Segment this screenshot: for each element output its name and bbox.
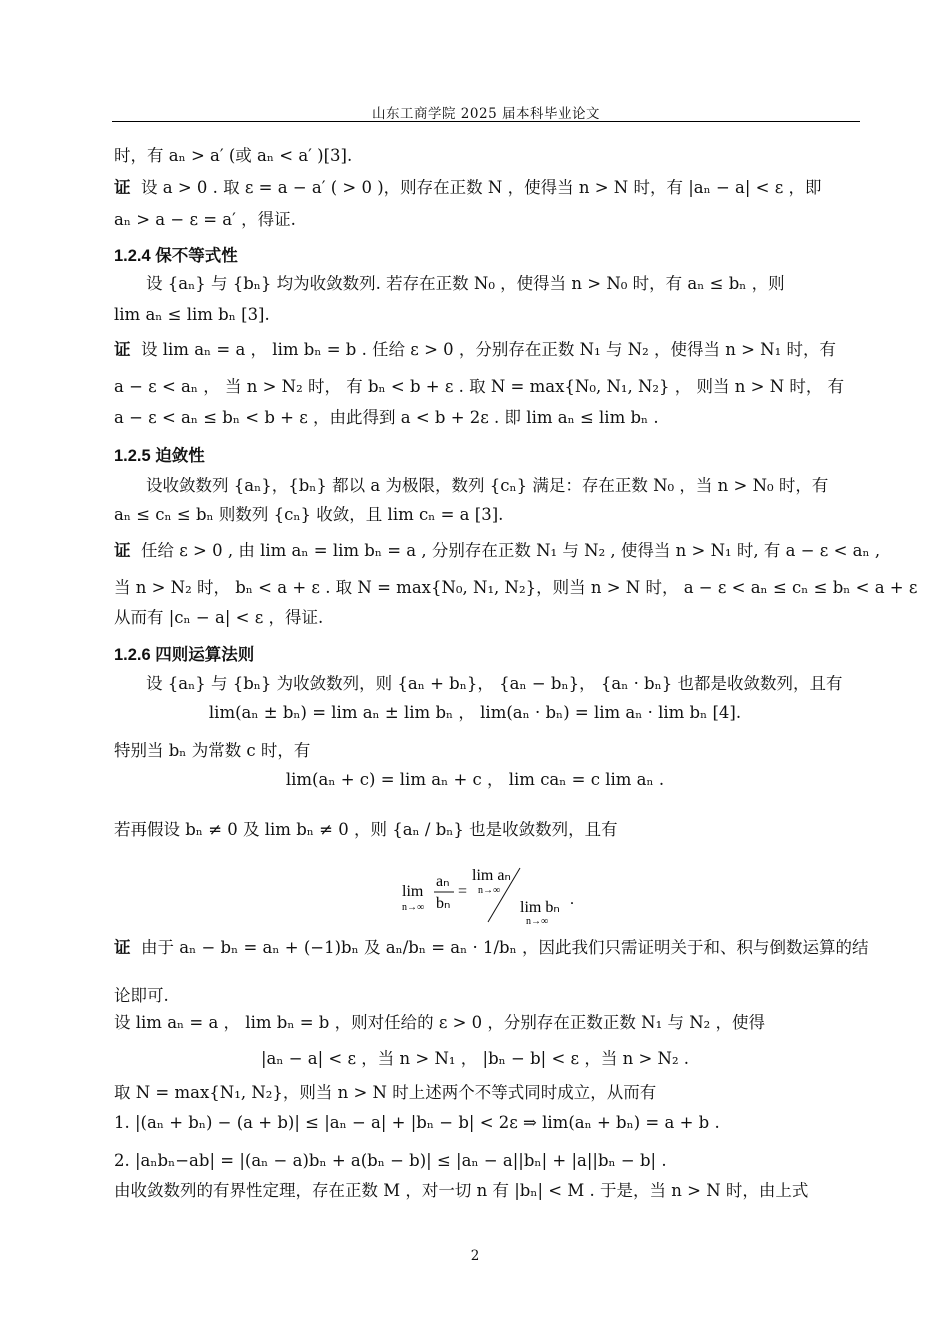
text-line: 从而有 |cₙ − a| < ε ，得证.	[114, 608, 324, 627]
fraction-formula-svg	[400, 866, 600, 926]
text-line: 设 a > 0 . 取 ε = a − a′ ( > 0 )，则存在正数 N ，使得当 n > N 时，有 |aₙ − a| < ε ，即	[141, 178, 822, 197]
text-line: aₙ ≤ cₙ ≤ bₙ 则数列 {cₙ} 收敛，且 lim cₙ = a [3].	[114, 505, 504, 524]
proof-line	[114, 541, 880, 561]
text-line: 设 lim aₙ = a ， lim bₙ = b . 任给 ε > 0 ，分别存在正数 N₁ 与 N₂ ，使得当 n > N₁ 时，有	[141, 340, 836, 359]
slash-numerator: lim aₙ	[472, 867, 511, 884]
slash-denominator: lim bₙ	[520, 899, 560, 916]
proof-label: 证	[114, 341, 131, 359]
proof-line	[114, 340, 836, 360]
lim-subscript: n→∞	[526, 916, 549, 926]
header-rule	[112, 121, 860, 122]
text-line: 设 {aₙ} 与 {bₙ} 均为收敛数列. 若存在正数 N₀ ，使得当 n > N₀ 时，有 aₙ ≤ bₙ ，则	[146, 274, 785, 293]
formula-line: lim(aₙ + c) = lim aₙ + c ， lim caₙ = c lim aₙ .	[285, 770, 665, 789]
proof-line	[114, 938, 869, 958]
proof-line	[114, 178, 822, 198]
formula-line: |aₙ − a| < ε ，当 n > N₁ ， |bₙ − b| < ε ，当 n > N₂ .	[260, 1049, 690, 1068]
page-number: 2	[470, 1248, 480, 1264]
text-line: 特别当 bₙ 为常数 c 时，有	[114, 741, 311, 760]
proof-label: 证	[114, 179, 131, 197]
section-heading: 1.2.4 保不等式性	[114, 247, 238, 265]
text-line: a − ε < aₙ ， 当 n > N₂ 时， 有 bₙ < b + ε . 取 N = max{N₀, N₁, N₂} ， 则当 n > N 时， 有	[114, 377, 845, 396]
fraction-numerator: aₙ	[436, 873, 450, 890]
fraction-denominator: bₙ	[436, 895, 451, 912]
text-line: a − ε < aₙ ≤ bₙ < b + ε ，由此得到 a < b + 2ε . 即 lim aₙ ≤ lim bₙ .	[114, 408, 659, 427]
text-line: 时，有 aₙ > a′ (或 aₙ < a′ )[3].	[114, 146, 353, 165]
lim-subscript: n→∞	[402, 902, 425, 913]
text-line: 设 {aₙ} 与 {bₙ} 为收敛数列，则 {aₙ + bₙ}， {aₙ − bₙ}， {aₙ · bₙ} 也都是收敛数列，且有	[146, 674, 843, 693]
period: .	[570, 891, 574, 908]
proof-label: 证	[114, 939, 131, 957]
lim-subscript: n→∞	[478, 885, 501, 896]
proof-label: 证	[114, 542, 131, 560]
text-line: 2. |aₙbₙ−ab| = |(aₙ − a)bₙ + a(bₙ − b)| ≤ |aₙ − a||bₙ| + |a||bₙ − b| .	[114, 1151, 667, 1170]
lim-text: lim	[402, 883, 424, 900]
text-line: 任给 ε > 0 , 由 lim aₙ = lim bₙ = a , 分别存在正数 N₁ 与 N₂ , 使得当 n > N₁ 时, 有 a − ε < aₙ ,	[141, 541, 881, 560]
text-line: 设 lim aₙ = a ， lim bₙ = b ，则对任给的 ε > 0 ，分别存在正数正数 N₁ 与 N₂ ，使得	[114, 1013, 766, 1032]
text-line: 设收敛数列 {aₙ}，{bₙ} 都以 a 为极限，数列 {cₙ} 满足：存在正数 N₀ ，当 n > N₀ 时，有	[146, 476, 829, 495]
section-heading: 1.2.6 四则运算法则	[114, 646, 255, 664]
limit-fraction-formula	[400, 866, 600, 926]
text-line: 由收敛数列的有界性定理，存在正数 M ，对一切 n 有 |bₙ| < M . 于是，当 n > N 时，由上式	[114, 1181, 809, 1200]
section-heading: 1.2.5 迫敛性	[114, 447, 205, 465]
text-line: 由于 aₙ − bₙ = aₙ + (−1)bₙ 及 aₙ/bₙ = aₙ · 1/bₙ ，因此我们只需证明关于和、积与倒数运算的结	[141, 938, 869, 957]
text-line: 当 n > N₂ 时， bₙ < a + ε . 取 N = max{N₀, N₁, N₂}，则当 n > N 时， a − ε < aₙ ≤ cₙ ≤ bₙ < a + ε	[114, 578, 918, 597]
formula-line: lim(aₙ ± bₙ) = lim aₙ ± lim bₙ ， lim(aₙ · bₙ) = lim aₙ · lim bₙ [4].	[208, 703, 742, 722]
text-line: 取 N = max{N₁, N₂}，则当 n > N 时上述两个不等式同时成立，从而有	[114, 1083, 657, 1102]
text-line: aₙ > a − ε = a′ ，得证.	[114, 210, 296, 229]
page-header: 山东工商学院 2025 届本科毕业论文	[372, 106, 600, 122]
text-line: 1. |(aₙ + bₙ) − (a + b)| ≤ |aₙ − a| + |bₙ − b| < 2ε ⇒ lim(aₙ + bₙ) = a + b .	[114, 1113, 720, 1132]
text-line: 若再假设 bₙ ≠ 0 及 lim bₙ ≠ 0 ，则 {aₙ / bₙ} 也是收敛数列，且有	[114, 820, 618, 839]
text-line: 论即可.	[114, 986, 169, 1005]
equals-sign: =	[458, 883, 468, 900]
text-line: lim aₙ ≤ lim bₙ [3].	[114, 305, 270, 324]
